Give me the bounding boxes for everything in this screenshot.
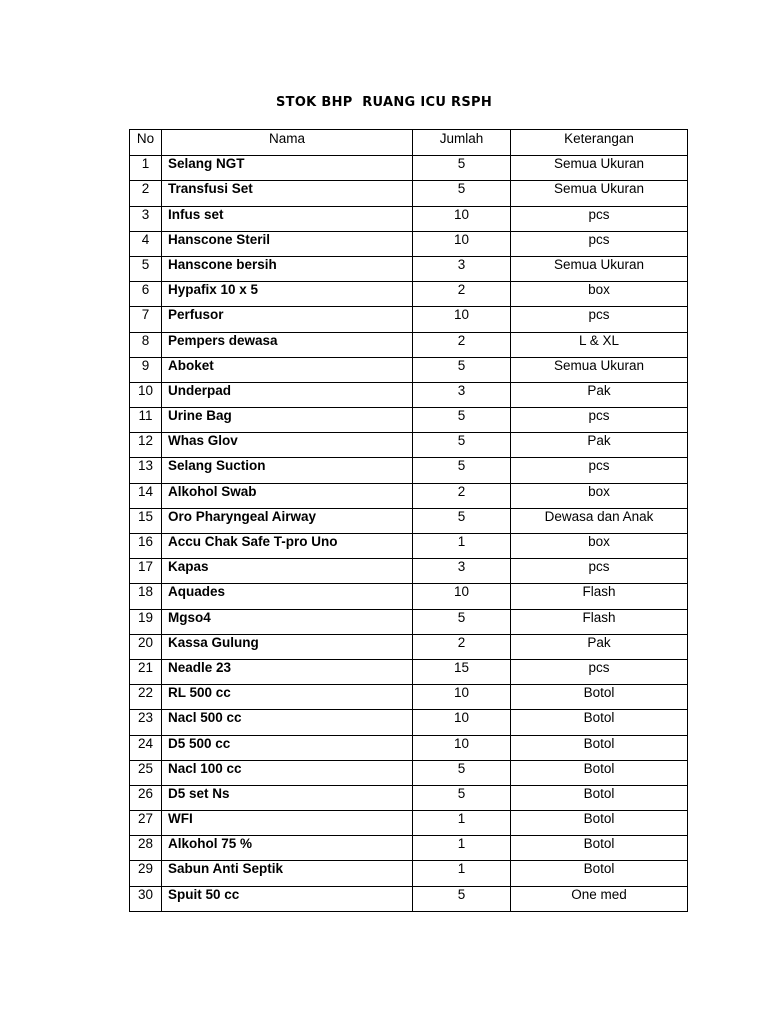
cell-jumlah: 2 [413,634,511,659]
cell-jumlah: 10 [413,685,511,710]
table-row [130,307,688,332]
cell-jumlah: 5 [413,408,511,433]
cell-nama: Kapas [162,559,413,584]
cell-no: 9 [130,357,162,382]
cell-nama: Perfusor [162,307,413,332]
table-row [130,382,688,407]
cell-keterangan: Semua Ukuran [511,181,688,206]
cell-nama: Oro Pharyngeal Airway [162,508,413,533]
cell-keterangan: pcs [511,231,688,256]
cell-keterangan: box [511,534,688,559]
table-row [130,156,688,181]
cell-jumlah: 5 [413,609,511,634]
cell-keterangan: Semua Ukuran [511,357,688,382]
cell-nama: Alkohol 75 % [162,836,413,861]
cell-nama: Selang NGT [162,156,413,181]
table-row [130,534,688,559]
cell-nama: Nacl 500 cc [162,710,413,735]
cell-keterangan: Semua Ukuran [511,156,688,181]
cell-jumlah: 1 [413,534,511,559]
cell-nama: Aquades [162,584,413,609]
cell-jumlah: 5 [413,156,511,181]
cell-keterangan: Botol [511,735,688,760]
cell-nama: Hanscone bersih [162,256,413,281]
cell-nama: Selang Suction [162,458,413,483]
table-row [130,659,688,684]
cell-nama: Transfusi Set [162,181,413,206]
cell-no: 28 [130,836,162,861]
cell-nama: D5 500 cc [162,735,413,760]
cell-keterangan: Botol [511,685,688,710]
cell-keterangan: Botol [511,811,688,836]
cell-jumlah: 10 [413,584,511,609]
cell-keterangan: Dewasa dan Anak [511,508,688,533]
table-row [130,282,688,307]
cell-jumlah: 5 [413,181,511,206]
cell-keterangan: pcs [511,408,688,433]
cell-jumlah: 3 [413,256,511,281]
table-body [130,156,688,912]
cell-jumlah: 5 [413,785,511,810]
cell-jumlah: 2 [413,483,511,508]
cell-no: 10 [130,382,162,407]
cell-keterangan: pcs [511,458,688,483]
cell-jumlah: 5 [413,760,511,785]
table-row [130,785,688,810]
cell-no: 20 [130,634,162,659]
document-title: STOK BHP RUANG ICU RSPH [276,95,492,110]
cell-no: 7 [130,307,162,332]
table-row [130,760,688,785]
cell-keterangan: Flash [511,584,688,609]
cell-jumlah: 2 [413,332,511,357]
table-row [130,256,688,281]
cell-jumlah: 1 [413,861,511,886]
table-row [130,181,688,206]
cell-keterangan: Semua Ukuran [511,256,688,281]
table-row [130,861,688,886]
cell-keterangan: Flash [511,609,688,634]
cell-nama: Mgso4 [162,609,413,634]
cell-no: 17 [130,559,162,584]
cell-no: 19 [130,609,162,634]
cell-keterangan: Botol [511,760,688,785]
cell-no: 11 [130,408,162,433]
cell-nama: Underpad [162,382,413,407]
cell-jumlah: 3 [413,559,511,584]
cell-nama: Whas Glov [162,433,413,458]
cell-nama: Urine Bag [162,408,413,433]
cell-nama: Accu Chak Safe T-pro Uno [162,534,413,559]
table-row [130,357,688,382]
cell-jumlah: 3 [413,382,511,407]
cell-keterangan: box [511,483,688,508]
table-row [130,886,688,911]
cell-no: 8 [130,332,162,357]
table-row [130,735,688,760]
cell-jumlah: 5 [413,458,511,483]
cell-no: 30 [130,886,162,911]
table-row [130,634,688,659]
cell-jumlah: 15 [413,659,511,684]
cell-no: 5 [130,256,162,281]
cell-nama: Hanscone Steril [162,231,413,256]
cell-nama: RL 500 cc [162,685,413,710]
cell-no: 2 [130,181,162,206]
cell-no: 27 [130,811,162,836]
cell-no: 6 [130,282,162,307]
table-row [130,332,688,357]
header-row [130,130,688,156]
cell-jumlah: 1 [413,836,511,861]
header-jumlah: Jumlah [413,130,511,156]
header-nama: Nama [162,130,413,156]
stock-table [129,129,688,912]
cell-no: 4 [130,231,162,256]
cell-nama: Nacl 100 cc [162,760,413,785]
cell-nama: WFI [162,811,413,836]
cell-nama: Alkohol Swab [162,483,413,508]
cell-keterangan: Pak [511,634,688,659]
cell-no: 22 [130,685,162,710]
cell-keterangan: Pak [511,382,688,407]
cell-no: 16 [130,534,162,559]
cell-keterangan: Botol [511,861,688,886]
cell-jumlah: 5 [413,886,511,911]
cell-nama: Infus set [162,206,413,231]
table-row [130,836,688,861]
cell-keterangan: L & XL [511,332,688,357]
cell-keterangan: Pak [511,433,688,458]
cell-no: 18 [130,584,162,609]
table-row [130,609,688,634]
cell-keterangan: One med [511,886,688,911]
cell-jumlah: 5 [413,357,511,382]
cell-nama: D5 set Ns [162,785,413,810]
cell-keterangan: box [511,282,688,307]
cell-nama: Aboket [162,357,413,382]
table-row [130,231,688,256]
cell-no: 25 [130,760,162,785]
table-row [130,710,688,735]
cell-nama: Kassa Gulung [162,634,413,659]
cell-jumlah: 10 [413,710,511,735]
cell-no: 23 [130,710,162,735]
header-keterangan: Keterangan [511,130,688,156]
table-row [130,483,688,508]
cell-keterangan: pcs [511,206,688,231]
cell-no: 1 [130,156,162,181]
table-row [130,458,688,483]
cell-nama: Spuit 50 cc [162,886,413,911]
table-row [130,685,688,710]
table-row [130,559,688,584]
table-row [130,811,688,836]
cell-no: 24 [130,735,162,760]
table-header [130,130,688,156]
cell-keterangan: Botol [511,785,688,810]
cell-keterangan: pcs [511,659,688,684]
cell-no: 12 [130,433,162,458]
cell-jumlah: 5 [413,433,511,458]
cell-no: 29 [130,861,162,886]
cell-nama: Hypafix 10 x 5 [162,282,413,307]
cell-jumlah: 10 [413,206,511,231]
cell-jumlah: 10 [413,231,511,256]
cell-nama: Neadle 23 [162,659,413,684]
cell-keterangan: Botol [511,710,688,735]
cell-nama: Pempers dewasa [162,332,413,357]
cell-keterangan: pcs [511,307,688,332]
cell-keterangan: pcs [511,559,688,584]
cell-keterangan: Botol [511,836,688,861]
table-row [130,206,688,231]
table-row [130,408,688,433]
cell-jumlah: 1 [413,811,511,836]
cell-no: 3 [130,206,162,231]
cell-no: 26 [130,785,162,810]
cell-nama: Sabun Anti Septik [162,861,413,886]
header-no: No [130,130,162,156]
table-row [130,584,688,609]
cell-jumlah: 10 [413,307,511,332]
cell-jumlah: 10 [413,735,511,760]
cell-no: 13 [130,458,162,483]
cell-jumlah: 5 [413,508,511,533]
table-row [130,433,688,458]
cell-no: 15 [130,508,162,533]
cell-no: 21 [130,659,162,684]
cell-no: 14 [130,483,162,508]
cell-jumlah: 2 [413,282,511,307]
table-row [130,508,688,533]
